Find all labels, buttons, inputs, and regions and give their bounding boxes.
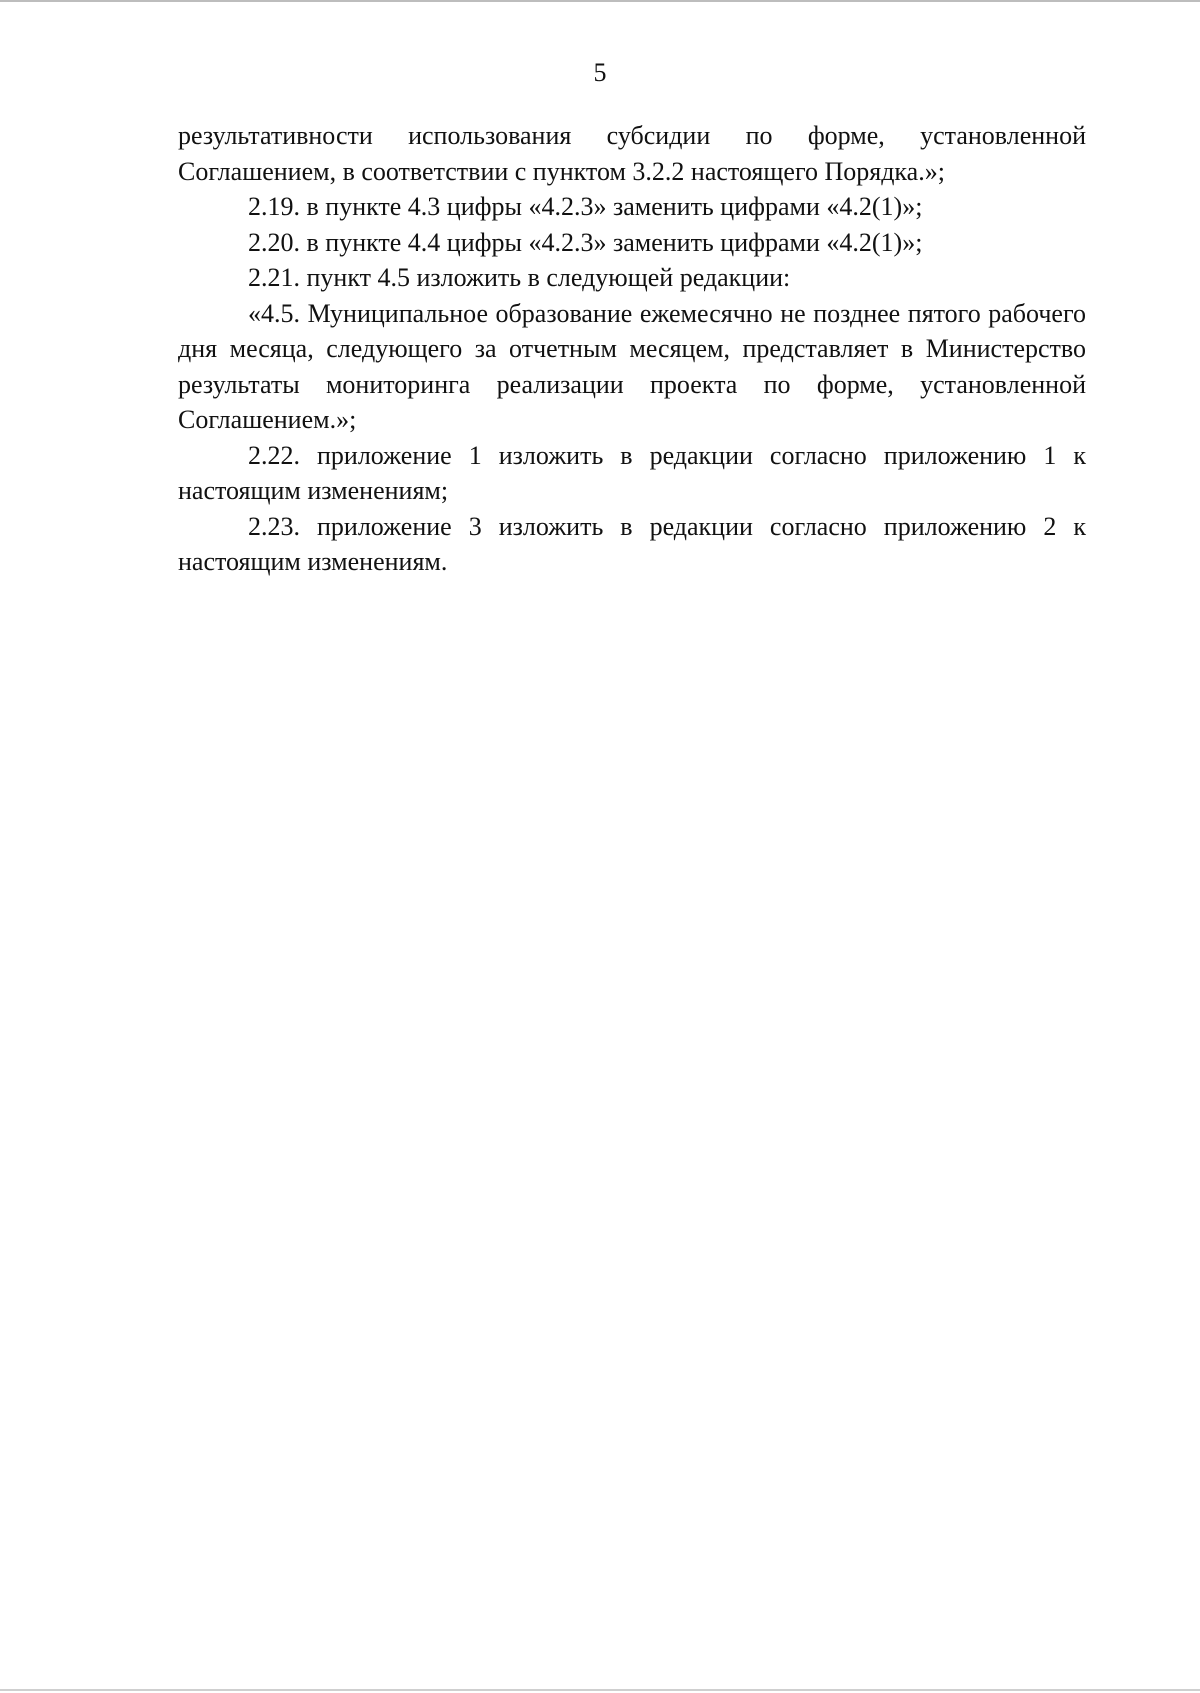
paragraph-2-23: 2.23. приложение 3 изложить в редакции согласно приложению 2 к настоящим изменениям. [178, 511, 1086, 576]
paragraph-2-22: 2.22. приложение 1 изложить в редакции согласно приложению 1 к настоящим изменениям; [178, 440, 1086, 505]
page-number: 5 [593, 58, 607, 87]
paragraph-2-19: 2.19. в пункте 4.3 цифры «4.2.3» заменить цифрами «4.2(1)»; [248, 192, 923, 221]
paragraph-2-20: 2.20. в пункте 4.4 цифры «4.2.3» заменить цифрами «4.2(1)»; [248, 227, 923, 257]
document-body [178, 118, 1086, 580]
scan-edge-bottom [0, 1689, 1200, 1691]
scan-edge-top [0, 0, 1200, 2]
paragraph-2-21: 2.21. пункт 4.5 изложить в следующей редакции: [248, 263, 791, 292]
paragraph-continuation: результативности использования субсидии по форме, установленной Соглашением, в соответствии с пунктом 3.2.2 настоящего Порядка.»; [178, 121, 1086, 186]
paragraph-4-5: «4.5. Муниципальное образование ежемесячно не позднее пятого рабочего дня месяца, следующего за отчетным месяцем, представляет в Министерство результаты мониторинга реализации проекта по форме, установленной Соглашением.»; [178, 298, 1086, 434]
